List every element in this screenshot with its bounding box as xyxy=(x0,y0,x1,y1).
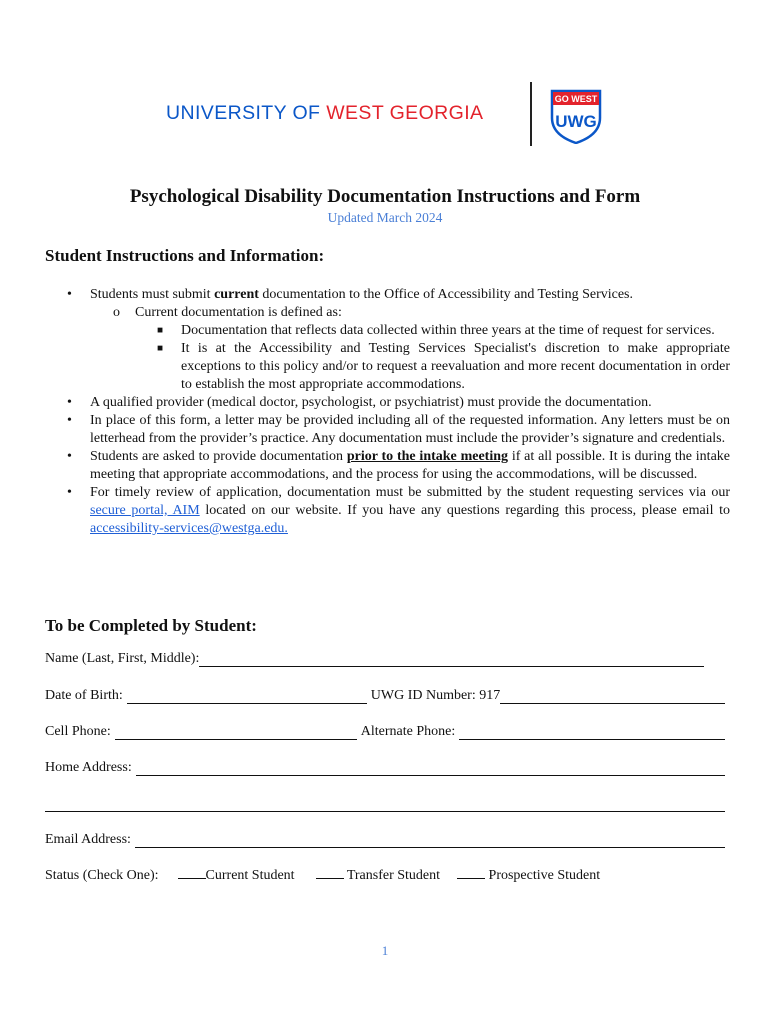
document-title: Psychological Disability Documentation Instructions and Form xyxy=(129,186,641,207)
secure-portal-link[interactable]: secure portal, AIM xyxy=(90,503,200,518)
name-field[interactable] xyxy=(199,651,704,667)
list-item: • Students are asked to provide documentation prior to the intake meeting if at all possible. It is during the intake meeting that appropriate accommodations, and the process for using the accommodations, will be discussed. xyxy=(67,449,730,482)
uwg-shield-logo xyxy=(549,88,603,144)
alternate-phone-label: Alternate Phone: xyxy=(360,724,456,739)
address-row-2 xyxy=(45,792,725,812)
cell-phone-field[interactable] xyxy=(115,724,357,740)
bullet-icon: • xyxy=(67,449,72,464)
status-current-checkbox[interactable] xyxy=(178,866,206,879)
logo-main-text: UWG xyxy=(555,112,597,131)
logo-top-text: GO WEST xyxy=(554,94,598,104)
list-item: • A qualified provider (medical doctor, psychologist, or psychiatrist) must provide the documentation. xyxy=(67,395,652,410)
status-row xyxy=(45,866,600,884)
status-prospective-label: Prospective Student xyxy=(488,868,601,883)
address-row xyxy=(45,756,725,776)
status-current-label: Current Student xyxy=(205,868,295,883)
page-number: 1 xyxy=(381,943,389,958)
bullet-icon: • xyxy=(67,413,72,428)
email-label: Email Address: xyxy=(45,832,131,847)
square-bullet-icon: ■ xyxy=(157,325,164,336)
list-item: • Students must submit current documentation to the Office of Accessibility and Testing Services. xyxy=(67,287,634,302)
email-row xyxy=(45,828,725,848)
dob-label: Date of Birth: xyxy=(45,688,123,703)
status-label: Status (Check One): xyxy=(45,868,159,883)
wordmark-part-2: WEST GEORGIA xyxy=(326,102,484,124)
dob-field[interactable] xyxy=(127,688,367,704)
alternate-phone-field[interactable] xyxy=(459,724,725,740)
name-label: Name (Last, First, Middle): xyxy=(45,651,200,666)
list-item: • For timely review of application, documentation must be submitted by the student requesting services via our secure portal, AIM located on our website. If you have any questions regarding this process, please email to accessibility-services@westga.edu. xyxy=(67,485,731,536)
instructions-list xyxy=(45,286,730,538)
status-transfer-label: Transfer Student xyxy=(346,868,441,883)
list-item: ■ Documentation that reflects data collected within three years at the time of request for services. xyxy=(157,323,715,338)
document-subtitle: Updated March 2024 xyxy=(327,210,443,225)
status-transfer-checkbox[interactable] xyxy=(316,866,344,879)
circle-bullet-icon: o xyxy=(113,305,120,320)
email-link[interactable]: accessibility-services@westga.edu. xyxy=(90,521,288,536)
status-prospective-checkbox[interactable] xyxy=(457,866,485,879)
student-form-heading: To be Completed by Student: xyxy=(45,616,257,635)
list-item: ■ It is at the Accessibility and Testing Services Specialist's discretion to make appropriate exceptions to this policy and/or to request a reevaluation and more recent documentation in order to establish the most appropriate accommodations. xyxy=(157,341,730,392)
home-address-field[interactable] xyxy=(136,760,725,776)
bullet-icon: • xyxy=(67,395,72,410)
university-wordmark xyxy=(166,102,483,125)
instructions-heading: Student Instructions and Information: xyxy=(45,246,325,265)
list-item: o Current documentation is defined as: xyxy=(113,305,342,320)
home-address-field-line-2[interactable] xyxy=(45,796,725,812)
name-row xyxy=(45,647,725,667)
cell-phone-label: Cell Phone: xyxy=(45,724,111,739)
logo-divider xyxy=(530,82,532,146)
uwg-id-label: UWG ID Number: 917 xyxy=(370,688,501,703)
square-bullet-icon: ■ xyxy=(157,343,164,354)
home-address-label: Home Address: xyxy=(45,760,132,775)
dob-row xyxy=(45,684,725,704)
logo-header xyxy=(0,78,770,148)
wordmark-part-1: UNIVERSITY OF xyxy=(166,102,321,124)
phone-row xyxy=(45,720,725,740)
uwg-id-field[interactable] xyxy=(500,688,725,704)
bullet-icon: • xyxy=(67,287,72,302)
email-field[interactable] xyxy=(135,832,725,848)
bullet-icon: • xyxy=(67,485,72,500)
list-item: • In place of this form, a letter may be provided including all of the requested information. Any letters must be on letterhead from the provider’s practice. Any documentation must include the provider’s signature and credentials. xyxy=(67,413,730,446)
